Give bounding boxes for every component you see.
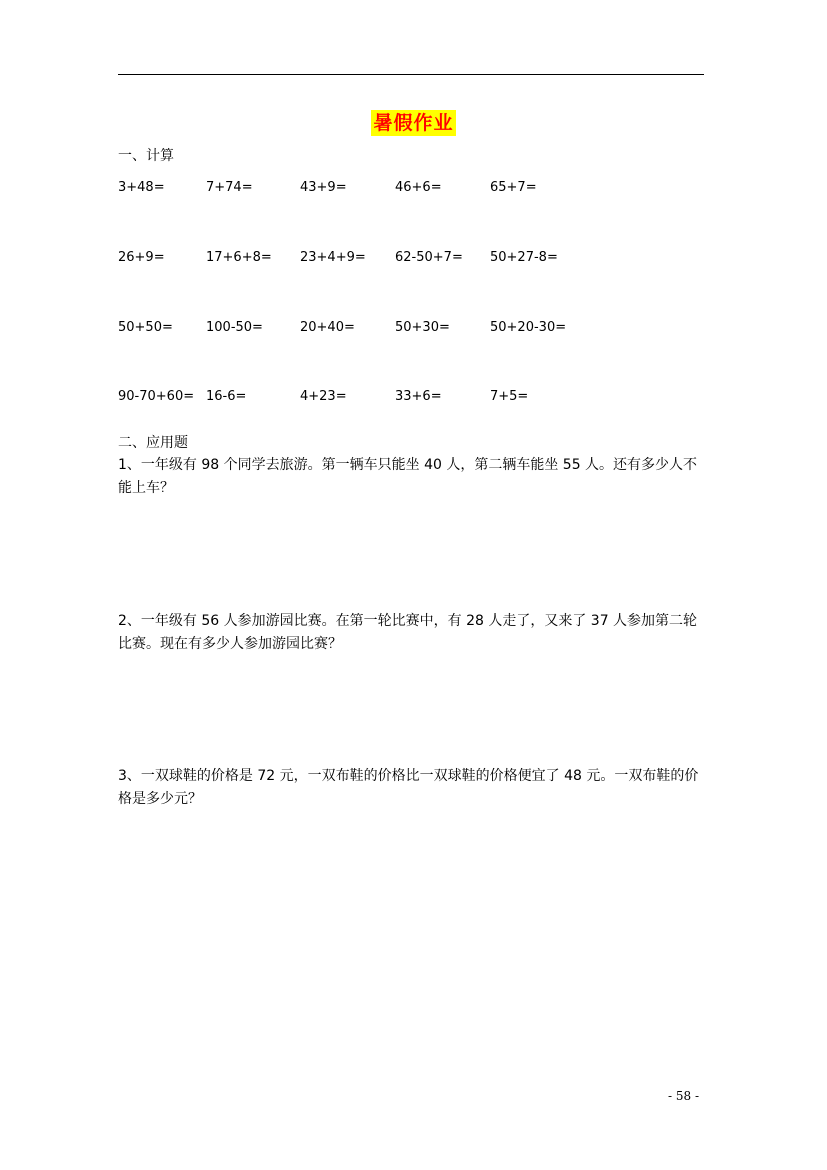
calc-item: 50+30= [395,320,450,335]
header-rule [118,74,704,75]
calc-row [118,248,718,268]
page-title: 暑假作业 [373,112,454,134]
calc-item: 62-50+7= [395,250,463,265]
calc-item: 3+48= [118,180,165,195]
word-problem: 2、一年级有 56 人参加游园比赛。在第一轮比赛中，有 28 人走了，又来了 37 人参加第二轮比赛。现在有多少人参加游园比赛？ [118,613,698,652]
calc-item: 7+5= [490,389,529,404]
calc-item: 33+6= [395,389,442,404]
calc-item: 26+9= [118,250,165,265]
word-problem: 3、一双球鞋的价格是 72 元，一双布鞋的价格比一双球鞋的价格便宜了 48 元。一双布鞋的价格是多少元？ [118,768,699,807]
section-word-problems-heading: 二、应用题 [118,435,188,451]
title-container [0,110,827,136]
calc-item: 50+50= [118,320,173,335]
page-number: - 58 - [668,1089,700,1103]
calc-item: 65+7= [490,180,537,195]
calc-item: 43+9= [300,180,347,195]
calc-row [118,387,718,407]
calc-item: 17+6+8= [206,250,272,265]
calc-item: 23+4+9= [300,250,366,265]
word-problem: 1、一年级有 98 个同学去旅游。第一辆车只能坐 40 人，第二辆车能坐 55 人。还有多少人不能上车？ [118,457,698,496]
section-calculation-heading: 一、计算 [118,148,174,164]
calc-item: 20+40= [300,320,355,335]
calc-item: 50+27-8= [490,250,558,265]
calc-item: 46+6= [395,180,442,195]
calc-item: 100-50= [206,320,263,335]
calc-item: 50+20-30= [490,320,567,335]
calc-item: 90-70+60= [118,389,195,404]
calc-item: 4+23= [300,389,347,404]
calc-row [118,178,718,198]
calc-item: 7+74= [206,180,253,195]
calc-item: 16-6= [206,389,247,404]
calc-row [118,318,718,338]
